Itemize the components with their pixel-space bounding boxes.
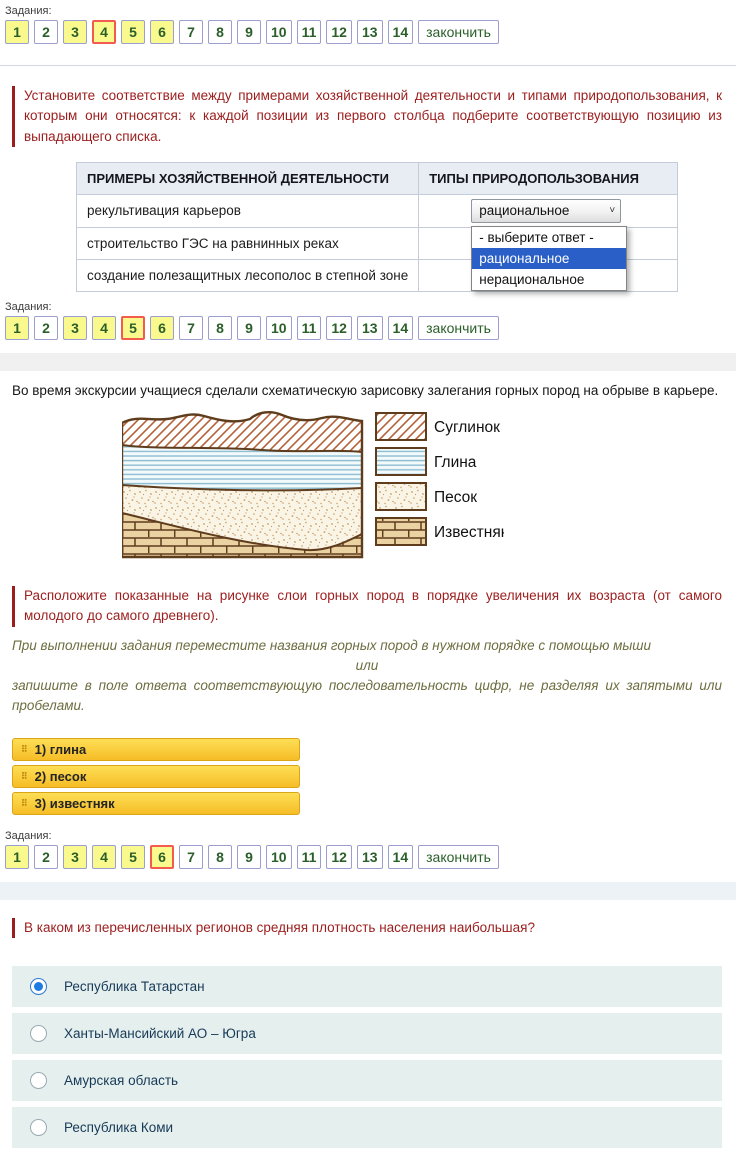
task-number-button[interactable]: 10 bbox=[266, 20, 292, 44]
matching-table bbox=[76, 162, 678, 292]
dropdown-option-highlighted[interactable]: рациональное bbox=[472, 248, 626, 269]
task-number-button[interactable]: 7 bbox=[179, 20, 203, 44]
drag-handle-icon[interactable]: ⠿ bbox=[21, 743, 28, 754]
task-number-buttons bbox=[5, 316, 413, 340]
task-buttons-row bbox=[5, 316, 736, 340]
task-number-button[interactable]: 3 bbox=[63, 845, 87, 869]
legend-label: Суглинок bbox=[434, 419, 500, 436]
task-number-button[interactable]: 4 bbox=[92, 845, 116, 869]
section-separator bbox=[0, 65, 736, 66]
column-header-activities: ПРИМЕРЫ ХОЗЯЙСТВЕННОЙ ДЕЯТЕЛЬНОСТИ bbox=[77, 162, 419, 194]
task-number-button[interactable]: 4 bbox=[92, 316, 116, 340]
answer-option[interactable] bbox=[12, 1013, 722, 1054]
drag-item-label: 3) известняк bbox=[34, 795, 115, 811]
task-number-button[interactable]: 13 bbox=[357, 20, 383, 44]
legend-label: Глина bbox=[434, 454, 477, 471]
question-text: Расположите показанные на рисунке слои горных пород в порядке увеличения их возраста (от самого молодого до самого древнего). bbox=[12, 586, 722, 627]
cross-section bbox=[122, 412, 362, 557]
table-row bbox=[77, 194, 678, 227]
finish-button[interactable]: закончить bbox=[418, 20, 499, 44]
task-number-button[interactable]: 2 bbox=[34, 20, 58, 44]
drag-item[interactable] bbox=[12, 738, 300, 761]
rock-layers-diagram bbox=[122, 409, 504, 561]
task-number-button[interactable]: 11 bbox=[297, 316, 322, 340]
task-6-section bbox=[0, 825, 736, 1148]
answer-cell bbox=[419, 194, 678, 287]
activity-cell: строительство ГЭС на равнинных реках bbox=[77, 227, 419, 259]
legend-label: Известняк bbox=[434, 524, 504, 541]
task-number-button[interactable]: 6 bbox=[150, 20, 174, 44]
task-number-button[interactable]: 8 bbox=[208, 845, 232, 869]
task-number-button[interactable]: 2 bbox=[34, 845, 58, 869]
answer-option[interactable] bbox=[12, 1060, 722, 1101]
task-number-button[interactable]: 8 bbox=[208, 316, 232, 340]
task-number-button[interactable]: 5 bbox=[121, 845, 145, 869]
task-number-button[interactable]: 12 bbox=[326, 845, 352, 869]
question-text: В каком из перечисленных регионов средняя плотность населения наибольшая? bbox=[12, 918, 722, 938]
task-buttons-row bbox=[5, 20, 736, 44]
radio-button[interactable] bbox=[30, 1119, 47, 1136]
answer-options-list bbox=[12, 966, 722, 1148]
finish-button[interactable]: закончить bbox=[418, 316, 499, 340]
column-header-types: ТИПЫ ПРИРОДОПОЛЬЗОВАНИЯ bbox=[419, 162, 678, 194]
task-number-button[interactable]: 11 bbox=[297, 20, 322, 44]
option-label: Республика Татарстан bbox=[64, 978, 205, 994]
answer-select[interactable] bbox=[471, 199, 621, 223]
radio-button[interactable] bbox=[30, 1072, 47, 1089]
activity-cell: рекультивация карьеров bbox=[77, 194, 419, 227]
task-buttons-row bbox=[5, 845, 736, 869]
section-separator bbox=[0, 882, 736, 900]
answer-option[interactable] bbox=[12, 1107, 722, 1148]
task-number-button[interactable]: 13 bbox=[357, 316, 383, 340]
tasks-label: Задания: bbox=[5, 300, 52, 313]
hint-or: или bbox=[355, 657, 379, 673]
task-number-buttons bbox=[5, 845, 413, 869]
task-number-button[interactable]: 5 bbox=[121, 316, 145, 340]
legend-swatch-limestone bbox=[376, 518, 426, 545]
option-label: Ханты-Мансийский АО – Югра bbox=[64, 1025, 256, 1041]
activity-cell: создание полезащитных лесополос в степной зоне bbox=[77, 259, 419, 291]
option-label: Республика Коми bbox=[64, 1119, 174, 1135]
drag-handle-icon[interactable]: ⠿ bbox=[21, 797, 28, 808]
task-nav bbox=[0, 0, 736, 53]
section-separator bbox=[0, 353, 736, 371]
task-number-button[interactable]: 1 bbox=[5, 316, 29, 340]
dropdown-option[interactable]: нерациональное bbox=[479, 271, 585, 287]
option-label: Амурская область bbox=[64, 1072, 179, 1088]
legend-swatch-sand bbox=[376, 483, 426, 510]
rock-layers-figure bbox=[122, 409, 722, 566]
answer-option[interactable] bbox=[12, 966, 722, 1007]
task-number-button[interactable]: 6 bbox=[150, 845, 174, 869]
task-nav bbox=[0, 296, 736, 349]
task-number-button[interactable]: 14 bbox=[388, 845, 414, 869]
task-number-button[interactable]: 4 bbox=[92, 20, 116, 44]
task-number-button[interactable]: 13 bbox=[357, 845, 383, 869]
drag-item[interactable] bbox=[12, 765, 300, 788]
drag-item[interactable] bbox=[12, 792, 300, 815]
question-text: Установите соответствие между примерами хозяйственной деятельности и типами природопользования, к которым они относятся: к каждой позиции из первого столбца подберите соответствующую позицию из выпадающего списка. bbox=[12, 86, 722, 147]
task-5-section bbox=[0, 296, 736, 815]
task-4-section bbox=[0, 0, 736, 292]
task-number-button[interactable]: 9 bbox=[237, 316, 261, 340]
task-number-button[interactable]: 3 bbox=[63, 316, 87, 340]
dropdown-arrow-icon: ˅ bbox=[609, 205, 616, 217]
drag-item-label: 2) песок bbox=[34, 768, 87, 784]
finish-button[interactable]: закончить bbox=[418, 845, 499, 869]
dropdown-option[interactable]: - выберите ответ - bbox=[479, 229, 594, 245]
task-number-button[interactable]: 1 bbox=[5, 20, 29, 44]
drag-items-list bbox=[12, 738, 722, 815]
task-number-button[interactable]: 14 bbox=[388, 20, 414, 44]
legend-label: Песок bbox=[434, 489, 478, 506]
legend-swatch-loam bbox=[376, 413, 426, 440]
tasks-label: Задания: bbox=[5, 5, 52, 17]
task-number-button[interactable]: 11 bbox=[297, 845, 322, 869]
task-intro-text: Во время экскурсии учащиеся сделали схематическую зарисовку залегания горных пород на обрыве в карьере. bbox=[12, 382, 719, 398]
legend-swatch-clay bbox=[376, 448, 426, 475]
select-value: рациональное bbox=[479, 203, 570, 219]
radio-button[interactable] bbox=[30, 978, 47, 995]
radio-button[interactable] bbox=[30, 1025, 47, 1042]
task-number-button[interactable]: 5 bbox=[121, 20, 145, 44]
task-number-button[interactable]: 7 bbox=[179, 316, 203, 340]
task-number-button[interactable]: 12 bbox=[326, 316, 352, 340]
task-number-button[interactable]: 14 bbox=[388, 316, 414, 340]
task-number-button[interactable]: 9 bbox=[237, 20, 261, 44]
task-number-buttons bbox=[5, 20, 413, 44]
diagram-legend bbox=[376, 413, 504, 545]
task-number-button[interactable]: 12 bbox=[326, 20, 352, 44]
task-nav bbox=[0, 825, 736, 878]
task-number-button[interactable]: 7 bbox=[179, 845, 203, 869]
task-number-button[interactable]: 2 bbox=[34, 316, 58, 340]
task-number-button[interactable]: 6 bbox=[150, 316, 174, 340]
task-hints bbox=[12, 636, 722, 717]
table-header-row bbox=[77, 162, 678, 194]
drag-handle-icon[interactable]: ⠿ bbox=[21, 770, 28, 781]
hint-line: При выполнении задания переместите названия горных пород в нужном порядке с помощью мыши bbox=[12, 637, 652, 653]
task-number-button[interactable]: 1 bbox=[5, 845, 29, 869]
tasks-label: Задания: bbox=[5, 829, 52, 842]
hint-line: запишите в поле ответа соответствующую последовательность цифр, не разделяя их запятыми или пробелами. bbox=[12, 678, 722, 714]
task-number-button[interactable]: 10 bbox=[266, 845, 292, 869]
task-number-button[interactable]: 9 bbox=[237, 845, 261, 869]
drag-item-label: 1) глина bbox=[34, 741, 87, 757]
select-dropdown-list bbox=[471, 226, 627, 291]
task-number-button[interactable]: 10 bbox=[266, 316, 292, 340]
task-number-button[interactable]: 3 bbox=[63, 20, 87, 44]
task-number-button[interactable]: 8 bbox=[208, 20, 232, 44]
